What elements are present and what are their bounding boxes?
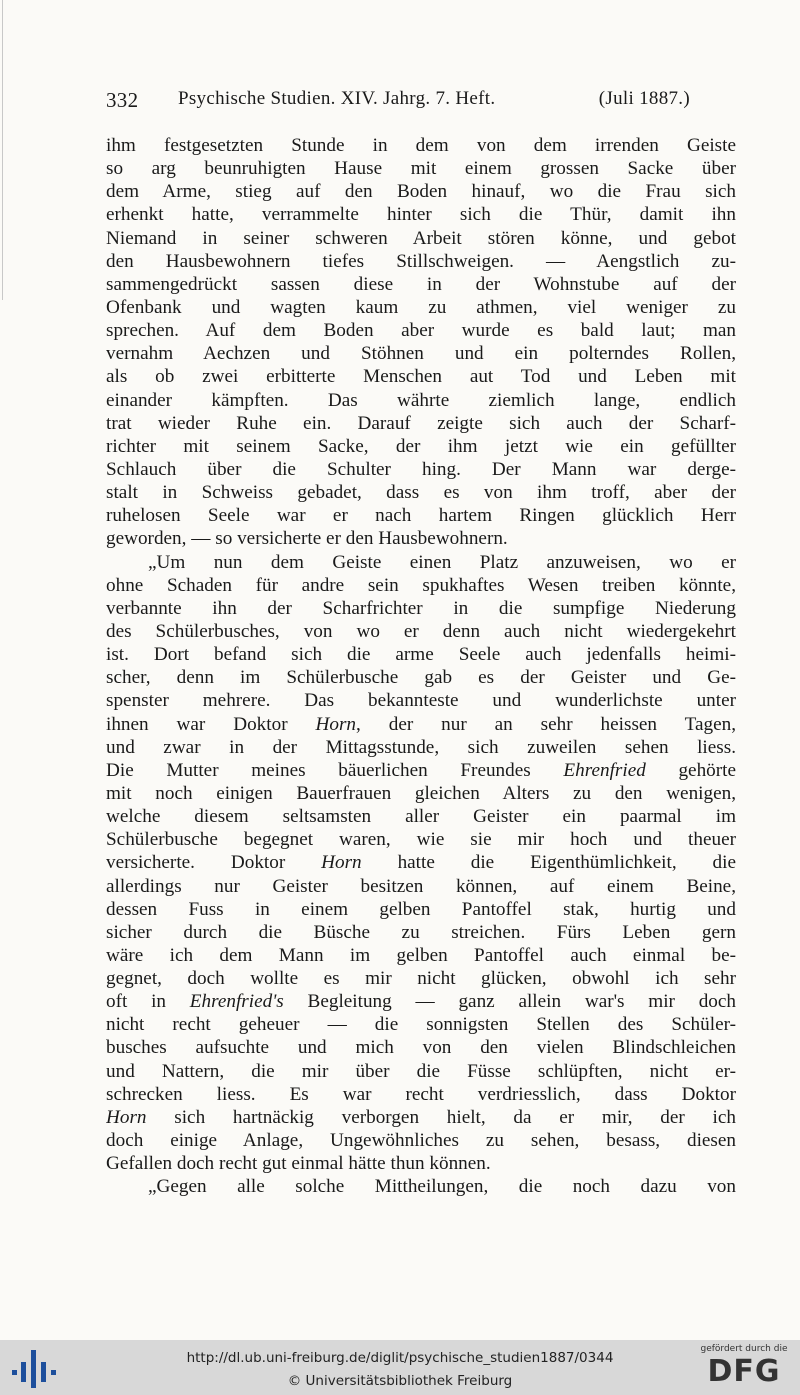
text-line: einander kämpften. Das währte ziemlich lange, endlich xyxy=(106,389,736,411)
text-line xyxy=(106,1106,736,1129)
text-line: sprechen. Auf dem Boden aber wurde es bald laut; man xyxy=(106,320,736,342)
italic-name: Horn xyxy=(106,1106,147,1128)
text-line: Ofenbank und wagten kaum zu athmen, viel weniger zu xyxy=(106,296,736,318)
text-line: des Schülerbusches, von wo er denn auch nicht wiedergekehrt xyxy=(106,620,736,642)
text-segment: Begleitung — ganz allein war's mir doch xyxy=(283,991,736,1013)
text-line: Schülerbusche begegnet waren, wie sie mir hoch und theuer xyxy=(106,829,736,851)
text-line: schrecken liess. Es war recht verdriesslich, dass Doktor xyxy=(106,1083,736,1105)
binding-edge xyxy=(2,0,3,300)
text-line: trat wieder Ruhe ein. Darauf zeigte sich auch der Scharf- xyxy=(106,412,736,434)
text-segment: Die Mutter meines bäuerlichen Freundes xyxy=(106,759,564,781)
italic-name: Ehrenfried's xyxy=(189,991,284,1013)
text-line: so arg beunruhigten Hause mit einem grossen Sacke über xyxy=(106,158,736,180)
text-segment: gehörte xyxy=(645,759,736,781)
copyright-notice: © Universitätsbibliothek Freiburg xyxy=(287,1373,513,1389)
text-line: den Hausbewohnern tiefes Stillschweigen. — Aengstlich zu- xyxy=(106,250,736,272)
text-line: Niemand in seiner schweren Arbeit stören könne, und gebot xyxy=(106,227,736,249)
italic-name: Horn xyxy=(315,713,357,735)
text-segment: oft in xyxy=(106,991,190,1013)
text-line xyxy=(106,759,736,782)
text-line: mit noch einigen Bauerfrauen gleichen Alters zu den wenigen, xyxy=(106,782,736,804)
dfg-logo xyxy=(698,1344,790,1392)
text-line: ihm festgesetzten Stunde in dem von dem irrenden Geiste xyxy=(106,135,736,156)
text-line: welche diesem seltsamsten aller Geister ein paarmal im xyxy=(106,806,736,828)
text-line: busches aufsuchte und mich von den vielen Blindschleichen xyxy=(106,1037,736,1059)
text-line: erhenkt hatte, verrammelte hinter sich die Thür, damit ihn xyxy=(106,204,736,226)
text-line: verbannte ihn der Scharfrichter in die sumpfige Niederung xyxy=(106,597,736,619)
text-segment: ihnen war Doktor xyxy=(106,713,316,735)
text-line: nicht recht geheuer — die sonnigsten Stellen des Schüler- xyxy=(106,1014,736,1036)
text-line: scher, denn im Schülerbusche gab es der Geister und Ge- xyxy=(106,667,736,689)
text-line: wäre ich dem Mann im gelben Pantoffel auch einmal be- xyxy=(106,944,736,966)
text-line xyxy=(106,713,736,736)
text-line: sammengedrückt sassen diese in der Wohnstube auf der xyxy=(106,273,736,295)
text-line: geworden, — so versicherte er den Hausbewohnern. xyxy=(106,528,508,550)
text-line xyxy=(106,990,736,1013)
italic-name: Ehrenfried xyxy=(563,759,646,781)
page-number: 332 xyxy=(106,88,139,112)
text-line: doch einige Anlage, Ungewöhnliches zu sehen, besass, diesen xyxy=(106,1130,736,1152)
dfg-tagline: gefördert durch die xyxy=(700,1344,788,1354)
source-url-link[interactable]: http://dl.ub.uni-freiburg.de/diglit/psychische_studien1887/0344 xyxy=(186,1350,614,1366)
dfg-wordmark: DFG xyxy=(707,1354,781,1389)
text-line: vernahm Aechzen und Stöhnen und ein polterndes Rollen, xyxy=(106,343,736,365)
text-line: allerdings nur Geister besitzen können, auf einem Beine, xyxy=(106,875,736,897)
text-segment: versicherte. Doktor xyxy=(106,852,322,874)
text-line: sicher durch die Büsche zu streichen. Fürs Leben gern xyxy=(106,921,736,943)
text-line: dessen Fuss in einem gelben Pantoffel stak, hurtig und xyxy=(106,898,736,920)
viewer-footer xyxy=(0,1340,800,1395)
text-line: ohne Schaden für andre sein spukhaftes Wesen treiben könnte, xyxy=(106,574,736,596)
text-line: ruhelosen Seele war er nach hartem Ringen glücklich Herr xyxy=(106,505,736,527)
body-text xyxy=(106,134,736,1198)
text-segment: , der nur an sehr heissen Tagen, xyxy=(356,713,736,735)
running-header xyxy=(106,88,736,114)
journal-title: Psychische Studien. XIV. Jahrg. 7. Heft. xyxy=(178,88,496,109)
text-line xyxy=(106,851,736,874)
text-line: gegnet, doch wollte es mir nicht glücken, obwohl ich sehr xyxy=(106,968,736,990)
text-line: Gefallen doch recht gut einmal hätte thun können. xyxy=(106,1153,491,1175)
text-line: „Um nun dem Geiste einen Platz anzuweisen, wo er xyxy=(148,551,736,573)
text-line: dem Arme, stieg auf den Boden hinauf, wo die Frau sich xyxy=(106,181,736,203)
text-line: als ob zwei erbitterte Menschen aut Tod und Leben mit xyxy=(106,366,736,388)
text-segment: sich hartnäckig verborgen hielt, da er mir, der ich xyxy=(146,1106,736,1128)
text-segment: hatte die Eigenthümlichkeit, die xyxy=(361,852,736,874)
italic-name: Horn xyxy=(321,852,362,874)
text-line: „Gegen alle solche Mittheilungen, die noch dazu von xyxy=(148,1176,736,1198)
text-line: und zwar in der Mittagsstunde, sich zuweilen sehen liess. xyxy=(106,736,736,758)
text-line: und Nattern, die mir über die Füsse schlüpften, nicht er- xyxy=(106,1060,736,1082)
issue-date: (Juli 1887.) xyxy=(598,88,690,109)
text-line: stalt in Schweiss gebadet, dass es von ihm troff, aber der xyxy=(106,482,736,504)
text-line: Schlauch über die Schulter hing. Der Mann war derge- xyxy=(106,458,736,480)
text-line: richter mit seinem Sacke, der ihm jetzt wie ein gefüllter xyxy=(106,435,736,457)
text-line: ist. Dort befand sich die arme Seele auch jedenfalls heimi- xyxy=(106,644,736,666)
text-line: spenster mehrere. Das bekannteste und wunderlichste unter xyxy=(106,690,736,712)
